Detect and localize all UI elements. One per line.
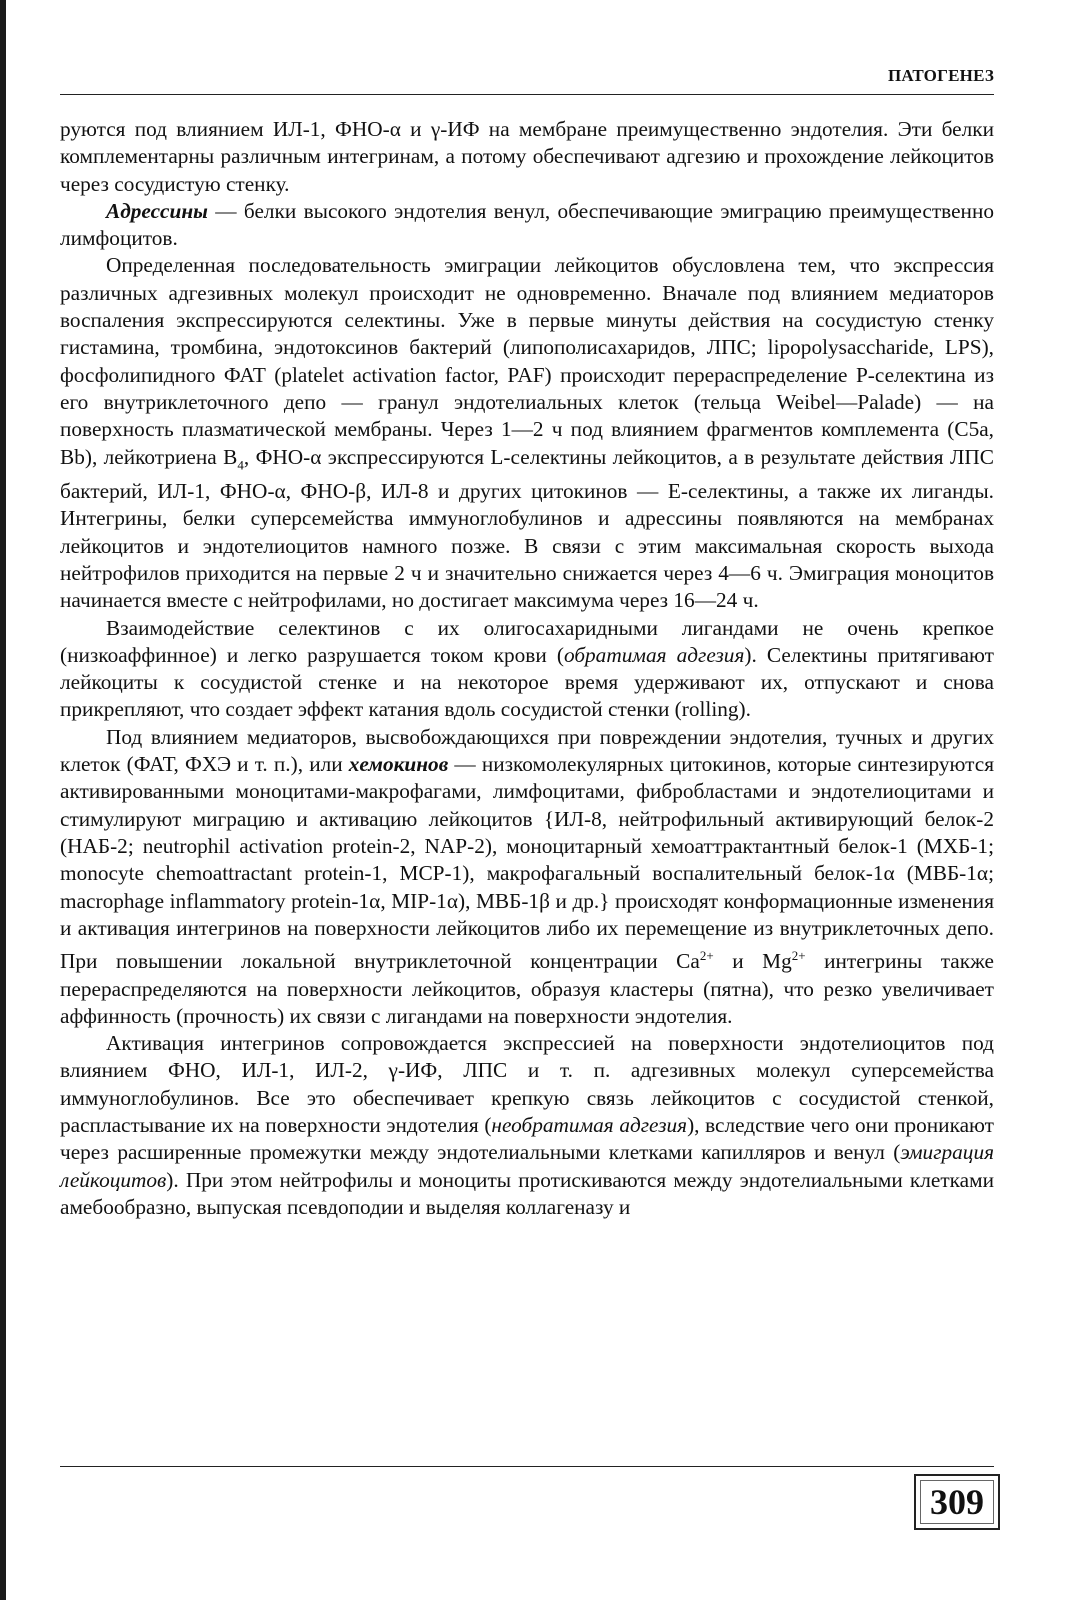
text-run: ), вследствие чего они проникают через расширенные промежутки между эндотелиальными клетками капилляров и венул ( [60,1113,994,1165]
text-run: 2+ [699,948,714,964]
text-run: ). Селектины притягивают лейкоциты к сосудистой стенке и на некоторое время удерживают их, отпускают и снова прикрепляют, что создает эффект катания вдоль сосудистой стенки (rolling). [60,642,994,722]
text-run: ). При этом нейтрофилы и моноциты протискиваются между эндотелиальными клетками амебообразно, выпуская псевдоподии и выделяя коллагеназу и [60,1167,994,1219]
body-text [60,116,994,1221]
paragraph [60,724,994,1030]
text-run: Активация интегринов сопровождается экспрессией на поверхности эндотелиоцитов под влиянием ФНО, ИЛ-1, ИЛ-2, γ-ИФ, ЛПС и т. п. адгезивных молекул суперсемейства иммуноглобулинов. Все это обеспечивает крепкую связь лейкоцитов с сосудистой стенкой, распластывание их на поверхности эндотелия ( [60,1031,994,1138]
text-run: эмиграция лейкоцитов [60,1140,994,1192]
paragraph [60,252,994,614]
text-run: , ФНО-α экспрессируются L-селектины лейкоцитов, а в результате действия ЛПС бактерий, ИЛ-1, ФНО-α, ФНО-β, ИЛ-8 и других цитокинов — Е-селектины, а также их лиганды. Интегрины, белки суперсемейства иммуноглобулинов и адрессины появляются на мембранах лейкоцитов и эндотелиоцитов намного позже. В связи с этим максимальная скорость выхода нейтрофилов приходится на первые 2 ч и значительно снижается через 4—6 ч. Эмиграция моноцитов начинается вместе с нейтрофилами, но достигает максимума через 16—24 ч. [60,444,994,613]
text-run: 2+ [791,948,806,964]
footer-rule [60,1466,994,1467]
paragraph [60,1030,994,1221]
text-run: необратимая адгезия [491,1113,688,1138]
text-run: — белки высокого эндотелия венул, обеспечивающие эмиграцию преимущественно лимфоцитов. [60,198,994,251]
page-header [60,64,994,95]
paragraph [60,198,994,253]
paragraph [60,615,994,724]
page-number-box [914,1474,1000,1530]
page-number: 309 [930,1482,984,1522]
text-run: и Mg [713,949,792,974]
text-run: интегрины также перераспределяются на поверхности лейкоцитов, образуя кластеры (пятна), что резко увеличивает аффинность (прочность) их связи с лигандами на поверхности эндотелия. [60,949,994,1028]
paragraph [60,116,994,198]
text-run: Под влиянием медиаторов, высвобождающихся при повреждении эндотелия, тучных и других клеток (ФАТ, ФХЭ и т. п.), или [60,724,994,777]
scan-edge [0,0,6,1600]
text-run: руются под влиянием ИЛ-1, ФНО-α и γ-ИФ на мембране преимущественно эндотелия. Эти белки комплементарны различным интегринам, а потому обеспечивают адгезию и прохождение лейкоцитов через сосудистую стенку. [60,117,994,196]
text-run: Определенная последовательность эмиграции лейкоцитов обусловлена тем, что экспрессия различных адгезивных молекул происходит не одновременно. Вначале под влиянием медиаторов воспаления экспрессируются селектины. Уже в первые минуты действия на сосудистую стенку гистамина, тромбина, эндотоксинов бактерий (липополисахаридов, ЛПС; lipopolysaccharide, LPS), фосфолипидного ФАТ (platelet activation factor, PAF) происходит перераспределение Р-селектина из его внутриклеточного депо — гранул эндотелиальных клеток (тельца Weibel—Palade) — на поверхность плазматической мембраны. Через 1—2 ч под влиянием фрагментов комплемента (С5а, Bb), лейкотриена B [60,253,994,469]
text-run: хемокинов [348,752,449,777]
text-run: 4 [237,456,244,472]
text-run: — низкомолекулярных цитокинов, которые синтезируются активированными моноцитами-макрофагами, лимфоцитами, фибробластами и эндотелиоцитами и стимулируют миграцию и активацию лейкоцитов {ИЛ-8, нейтрофильный активирующий белок-2 (НАБ-2; neutrophil activation protein-2, NAP-2), моноцитарный хемоаттрактантный белок-1 (МХБ-1; monocyte chemoattractant protein-1, MCP-1), макрофагальный воспалительный белок-1α (МВБ-1α; macrophage inflammatory protein-1α, MIP-1α), МВБ-1β и др.} происходят конформационные изменения и активация интегринов на поверхности лейкоцитов либо их перемещение из внутриклеточных депо. При повышении локальной внутриклеточной концентрации Са [60,752,994,974]
text-run: Адрессины [106,198,208,223]
running-head: ПАТОГЕНЕЗ [887,66,994,85]
text-run: Взаимодействие селектинов с их олигосахаридными лигандами не очень крепкое (низкоаффинное) и легко разрушается током крови ( [60,615,994,667]
text-run: обратимая адгезия [563,642,745,667]
